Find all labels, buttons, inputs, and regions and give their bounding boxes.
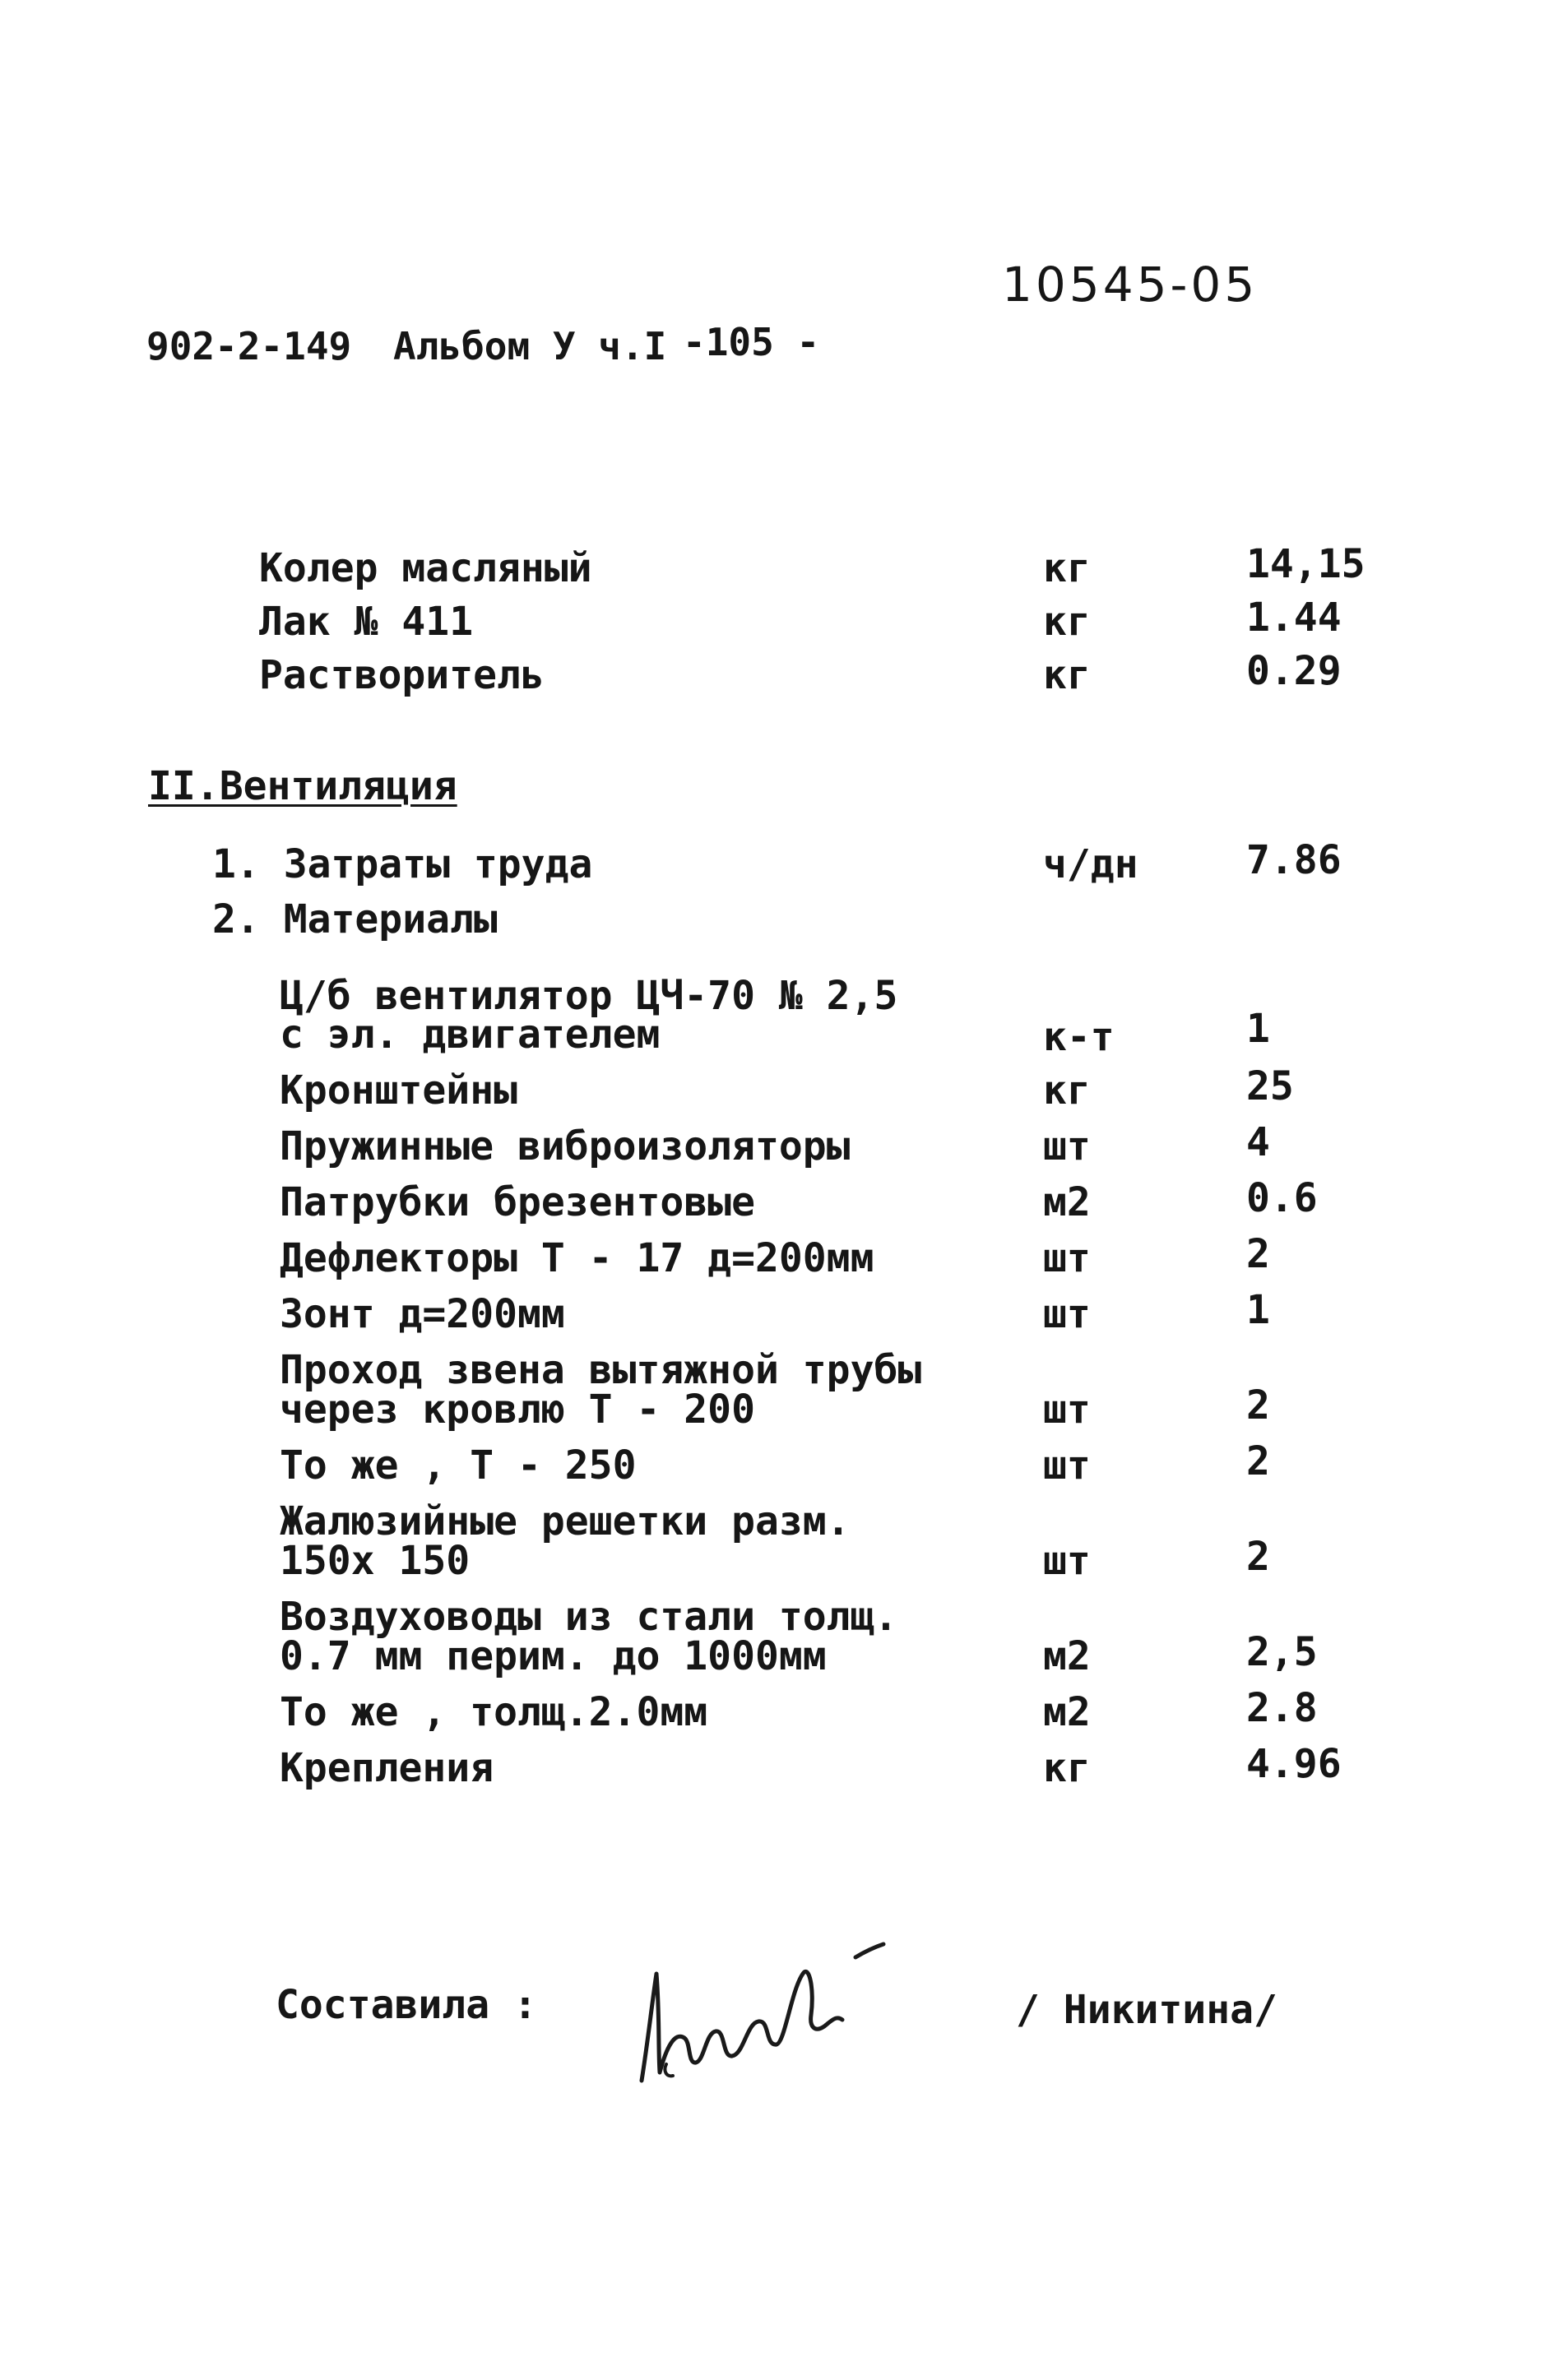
section-title: II.Вентиляция [148,763,457,809]
item-unit: кг [1043,545,1091,591]
material-name: Ц/б вентилятор ЦЧ-70 № 2,5 [280,973,898,1019]
material-qty: 2,5 [1246,1629,1318,1675]
material-qty: 2 [1246,1438,1270,1484]
material-name-cont: 0.7 мм перим. до 1000мм [280,1633,827,1679]
material-name: Крепления [280,1745,494,1791]
material-unit: кг [1043,1067,1091,1114]
material-qty: 1 [1246,1287,1270,1333]
material-unit: к-т [1043,1014,1115,1060]
labor-label: 1. Затраты труда [212,841,593,887]
material-name: Зонт д=200мм [280,1291,565,1337]
material-unit: шт [1043,1387,1091,1433]
material-unit: шт [1043,1123,1091,1169]
material-unit: м2 [1043,1689,1091,1735]
material-unit: м2 [1043,1633,1091,1679]
album-label: Альбом У ч.I [393,324,667,368]
material-qty: 25 [1246,1063,1294,1109]
material-name-cont: через кровлю Т - 200 [280,1387,755,1433]
material-name: Дефлекторы Т - 17 д=200мм [280,1235,874,1281]
page-number: -105 - [683,320,820,364]
materials-label: 2. Материалы [212,896,498,942]
item-unit: кг [1043,599,1091,645]
material-qty: 2 [1246,1231,1270,1277]
compiled-by-label: Составила : [276,1982,537,2028]
material-unit: кг [1043,1745,1091,1791]
material-name: То же , Т - 250 [280,1442,637,1489]
material-unit: шт [1043,1538,1091,1584]
labor-qty: 7.86 [1246,837,1342,883]
item-name: Колер масляный [259,545,592,591]
material-name-cont: с эл. двигателем [280,1012,661,1058]
document-code: 902-2-149 [146,324,352,368]
material-unit: шт [1043,1291,1091,1337]
material-name: Пружинные виброизоляторы [280,1123,851,1169]
compiler-name: / Никитина/ [1016,1987,1277,2033]
item-name: Лак № 411 [259,599,474,645]
item-qty: 0.29 [1246,648,1342,694]
labor-unit: ч/дн [1043,841,1138,887]
material-name: Кронштейны [280,1067,517,1114]
material-name: То же , толщ.2.0мм [280,1689,708,1735]
material-qty: 0.6 [1246,1175,1318,1221]
material-qty: 2 [1246,1382,1270,1428]
material-name: Воздуховоды из стали толщ. [280,1594,898,1640]
material-name-cont: 150х 150 [280,1538,471,1584]
inventory-number: 10545-05 [1002,257,1259,313]
material-qty: 2 [1246,1534,1270,1580]
item-name: Растворитель [259,652,545,698]
material-qty: 4 [1246,1119,1270,1165]
material-qty: 2.8 [1246,1685,1318,1731]
material-name: Патрубки брезентовые [280,1179,755,1225]
material-qty: 1 [1246,1006,1270,1052]
material-unit: шт [1043,1442,1091,1489]
handwritten-signature [609,1941,888,2097]
material-qty: 4.96 [1246,1741,1342,1787]
item-unit: кг [1043,652,1091,698]
item-qty: 14,15 [1246,541,1365,587]
material-name: Жалюзийные решетки разм. [280,1498,851,1544]
material-name: Проход звена вытяжной трубы [280,1347,922,1393]
item-qty: 1.44 [1246,595,1342,641]
material-unit: шт [1043,1235,1091,1281]
material-unit: м2 [1043,1179,1091,1225]
